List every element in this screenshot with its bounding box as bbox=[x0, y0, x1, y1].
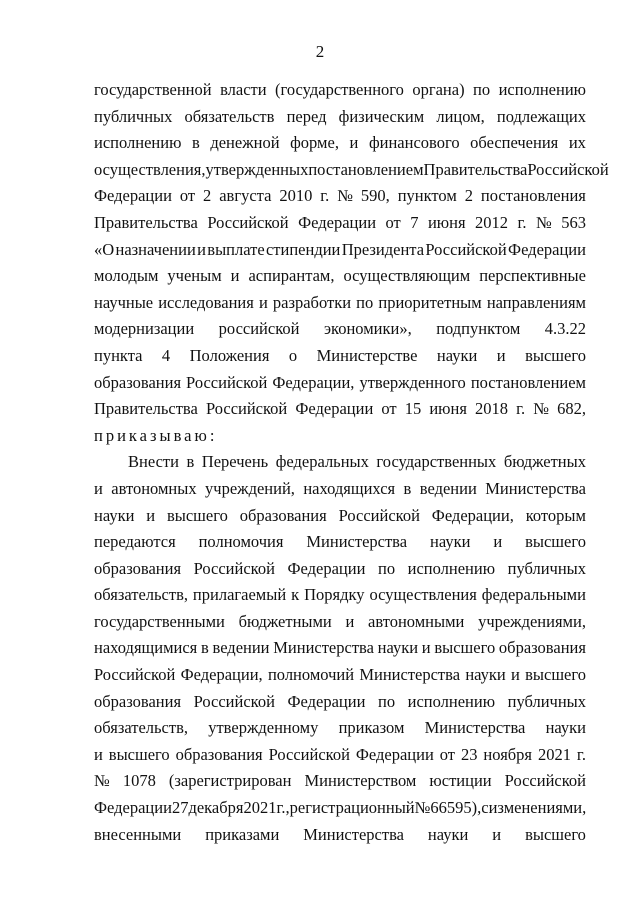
text-line: образования Российской Федерации, утвержденного постановлением bbox=[94, 372, 586, 392]
text-line: науки и высшего образования Российской Федерации, которым bbox=[94, 505, 586, 525]
text-line: осуществления, утвержденных постановлением Правительства Российской bbox=[94, 159, 609, 179]
text-line: внесенными приказами Министерства науки и высшего bbox=[94, 824, 586, 844]
text-line: Правительства Российской Федерации от 7 июня 2012 г. № 563 bbox=[94, 212, 586, 232]
text-line: Российской Федерации, полномочий Министерства науки и высшего bbox=[94, 665, 586, 685]
document-body bbox=[94, 77, 609, 848]
text-line: государственной власти (государственного органа) по исполнению bbox=[94, 80, 586, 99]
text-line: № 1078 (зарегистрирован Министерством юстиции Российской bbox=[94, 771, 586, 791]
text-line: пункта 4 Положения о Министерстве науки и высшего bbox=[94, 345, 586, 365]
text-line: государственными бюджетными и автономными учреждениями, bbox=[94, 611, 586, 631]
text-line: передаются полномочия Министерства науки и высшего bbox=[94, 532, 586, 552]
text-line: обязательств, утвержденному приказом Министерства науки bbox=[94, 718, 586, 738]
text-line: исполнению в денежной форме, и финансового обеспечения их bbox=[94, 133, 586, 153]
text-line: модернизации российской экономики», подпунктом 4.3.22 bbox=[94, 319, 586, 339]
text-line: Федерации 27 декабря 2021 г., регистрационный № 66595), с изменениями, bbox=[94, 798, 587, 818]
text-line: образования Российской Федерации по исполнению публичных bbox=[94, 558, 586, 578]
text-line: обязательств, прилагаемый к Порядку осуществления федеральными bbox=[94, 585, 586, 605]
text-line: молодым ученым и аспирантам, осуществляющим перспективные bbox=[94, 266, 586, 286]
text-line: приказываю: bbox=[94, 425, 218, 445]
text-line: Правительства Российской Федерации от 15 июня 2018 г. № 682, bbox=[94, 399, 586, 419]
text-line: Внести в Перечень федеральных государственных бюджетных bbox=[128, 452, 586, 472]
text-line: публичных обязательств перед физическим лицом, подлежащих bbox=[94, 106, 586, 126]
text-line: и высшего образования Российской Федерации от 23 ноября 2021 г. bbox=[94, 744, 586, 764]
page-number: 2 bbox=[315, 42, 325, 61]
text-line: Федерации от 2 августа 2010 г. № 590, пунктом 2 постановления bbox=[94, 186, 586, 206]
text-line: и автономных учреждений, находящихся в ведении Министерства bbox=[94, 478, 586, 498]
text-line: «О назначении и выплате стипендии Президента Российской Федерации bbox=[94, 239, 586, 259]
text-line: образования Российской Федерации по исполнению публичных bbox=[94, 691, 586, 711]
text-line: научные исследования и разработки по приоритетным направлениям bbox=[94, 292, 586, 312]
text-line: находящимися в ведении Министерства науки и высшего образования bbox=[94, 638, 586, 658]
